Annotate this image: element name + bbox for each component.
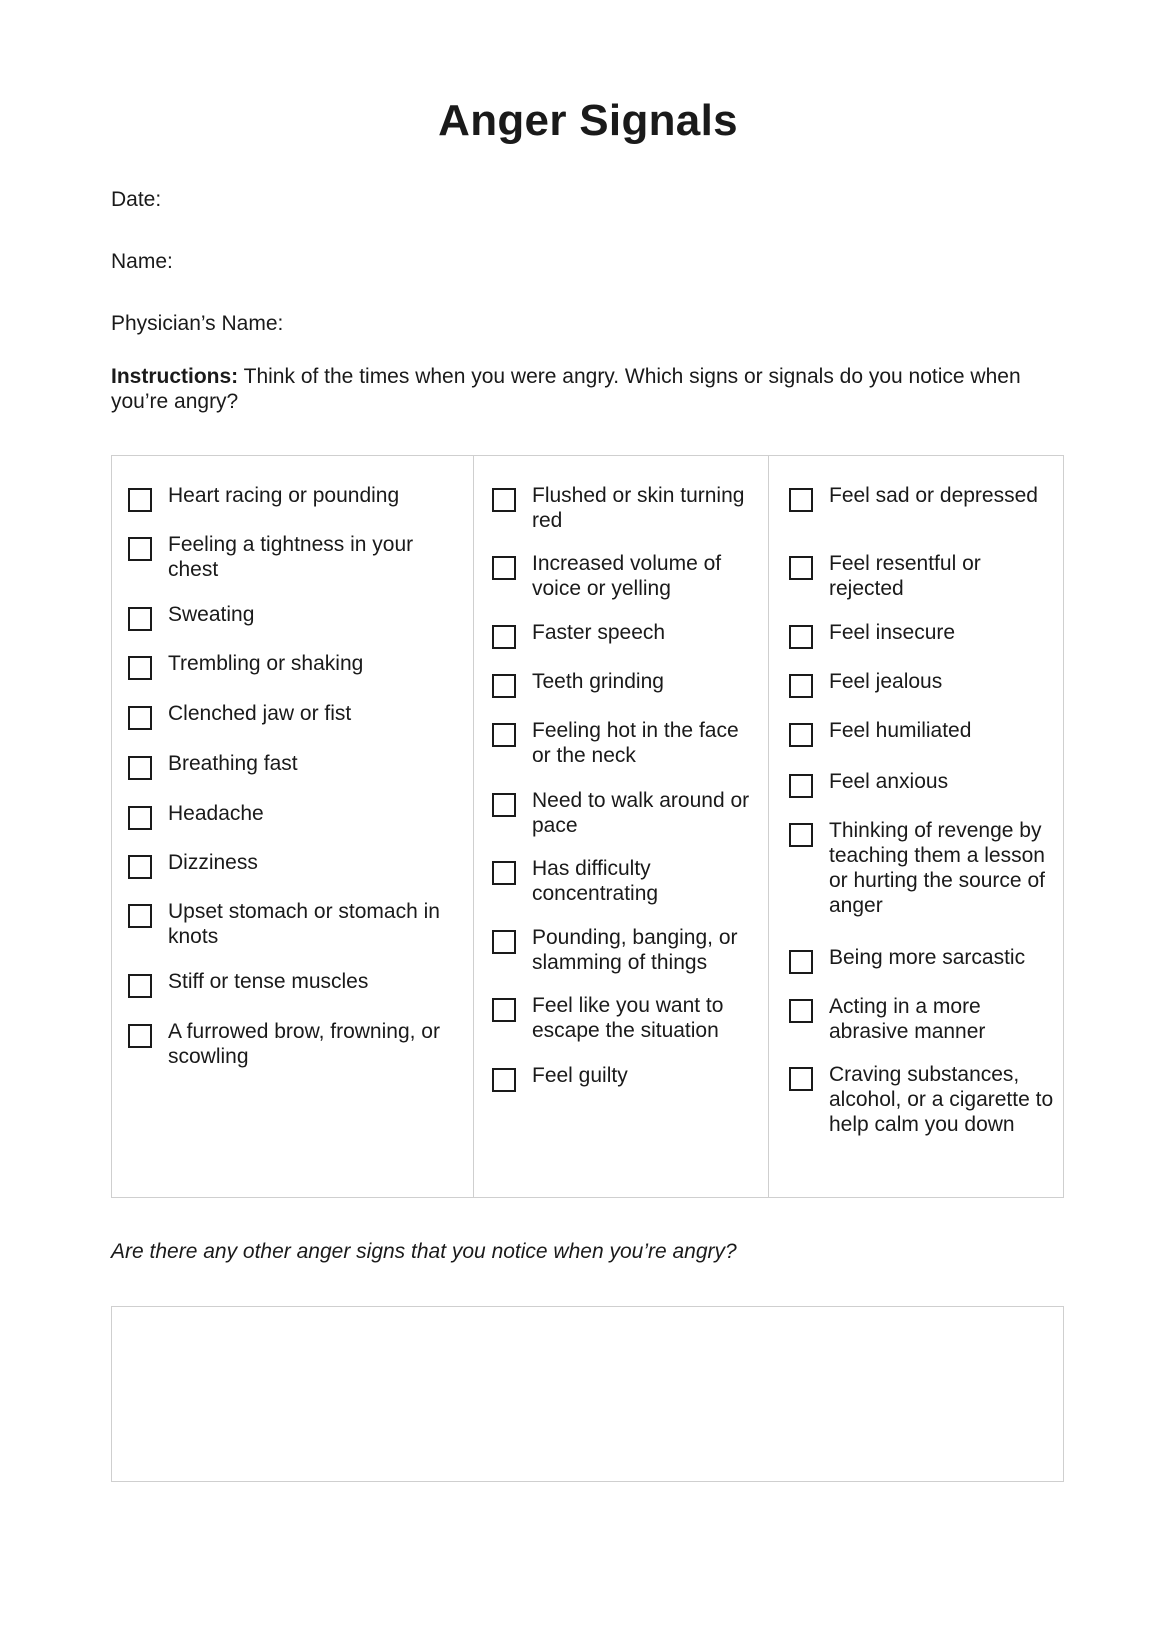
checkbox[interactable]	[789, 723, 813, 747]
checkbox[interactable]	[492, 625, 516, 649]
checkbox[interactable]	[128, 656, 152, 680]
checklist-item-label: Stiff or tense muscles	[168, 970, 369, 993]
checklist-item-label: Being more sarcastic	[829, 946, 1026, 969]
checkbox[interactable]	[128, 756, 152, 780]
checklist-item[interactable]	[789, 620, 1054, 649]
checklist-item[interactable]	[128, 602, 448, 631]
checklist-item[interactable]	[128, 483, 448, 512]
checkbox[interactable]	[492, 723, 516, 747]
instructions-label: Instructions:	[111, 365, 239, 388]
checklist-item-label: Sweating	[168, 603, 255, 626]
checkbox[interactable]	[128, 488, 152, 512]
checkbox[interactable]	[789, 999, 813, 1023]
other-signs-question: Are there any other anger signs that you notice when you’re angry?	[111, 1240, 737, 1263]
checklist-item-label: Faster speech	[532, 621, 666, 644]
checklist-item-label: Flushed or skin turning red	[532, 484, 745, 532]
checkbox[interactable]	[128, 904, 152, 928]
checklist-item-label: Feel humiliated	[829, 719, 972, 742]
checklist-item-label: Need to walk around or pace	[532, 789, 750, 837]
checklist-item[interactable]	[128, 751, 448, 780]
checklist-item-label: Feel jealous	[829, 670, 943, 693]
date-field-label[interactable]: Date:	[111, 188, 162, 211]
checkbox[interactable]	[789, 556, 813, 580]
checkbox[interactable]	[492, 556, 516, 580]
checkbox[interactable]	[789, 950, 813, 974]
checklist-item-label: Breathing fast	[168, 752, 298, 775]
checklist-item-label: Feeling a tightness in your chest	[168, 533, 414, 581]
checklist-item[interactable]	[492, 718, 762, 768]
column-divider	[768, 456, 769, 1197]
checklist-item-label: Feel insecure	[829, 621, 956, 644]
checklist-item-label: Feel like you want to escape the situation	[532, 994, 724, 1042]
checklist-item[interactable]	[492, 1063, 762, 1092]
instructions-text: Think of the times when you were angry. Which signs or signals do you notice when you’re angry?	[111, 365, 1021, 413]
checklist-item[interactable]	[128, 701, 448, 730]
checklist-item[interactable]	[128, 850, 448, 879]
checklist-item-label: Has difficulty concentrating	[532, 857, 659, 905]
checkbox[interactable]	[492, 930, 516, 954]
checklist-item-label: Trembling or shaking	[168, 652, 364, 675]
checkbox[interactable]	[492, 1068, 516, 1092]
checklist-item[interactable]	[128, 969, 448, 998]
checklist-item-label: Feeling hot in the face or the neck	[532, 719, 739, 767]
checklist-item[interactable]	[128, 1019, 448, 1069]
checklist-item[interactable]	[789, 945, 1054, 974]
checklist-item-label: Clenched jaw or fist	[168, 702, 352, 725]
other-signs-answer-box[interactable]	[111, 1306, 1064, 1482]
checklist-item-label: Thinking of revenge by teaching them a lesson or hurting the source of anger	[829, 819, 1045, 917]
checklist-item[interactable]	[789, 718, 1054, 747]
checkbox[interactable]	[128, 974, 152, 998]
checklist-item[interactable]	[492, 620, 762, 649]
checklist-item[interactable]	[492, 993, 762, 1043]
checklist-item-label: A furrowed brow, frowning, or scowling	[168, 1020, 440, 1068]
checkbox[interactable]	[492, 861, 516, 885]
checklist-table	[111, 455, 1064, 1198]
checklist-item[interactable]	[789, 669, 1054, 698]
checklist-item-label: Dizziness	[168, 851, 258, 874]
checklist-item[interactable]	[128, 899, 448, 949]
checkbox[interactable]	[128, 855, 152, 879]
checklist-item[interactable]	[128, 651, 448, 680]
checklist-item-label: Pounding, banging, or slamming of things	[532, 926, 738, 974]
page-title: Anger Signals	[438, 96, 738, 145]
checkbox[interactable]	[492, 488, 516, 512]
checklist-item-label: Headache	[168, 802, 264, 825]
checklist-item[interactable]	[789, 818, 1054, 918]
checklist-item[interactable]	[789, 483, 1054, 512]
name-field-label[interactable]: Name:	[111, 250, 173, 273]
checkbox[interactable]	[789, 625, 813, 649]
checklist-item-label: Increased volume of voice or yelling	[532, 552, 722, 600]
checklist-item[interactable]	[789, 994, 1054, 1044]
checklist-item[interactable]	[492, 669, 762, 698]
checkbox[interactable]	[789, 774, 813, 798]
checkbox[interactable]	[789, 1067, 813, 1091]
checkbox[interactable]	[492, 674, 516, 698]
checkbox[interactable]	[128, 706, 152, 730]
checklist-item-label: Feel sad or depressed	[829, 484, 1038, 507]
checklist-item[interactable]	[128, 532, 448, 582]
checkbox[interactable]	[789, 823, 813, 847]
checkbox[interactable]	[128, 537, 152, 561]
checklist-item-label: Upset stomach or stomach in knots	[168, 900, 440, 948]
checklist-item[interactable]	[492, 925, 762, 975]
checklist-item-label: Feel anxious	[829, 770, 949, 793]
physician-name-field-label[interactable]: Physician’s Name:	[111, 312, 284, 335]
checklist-item-label: Acting in a more abrasive manner	[829, 995, 986, 1043]
checkbox[interactable]	[128, 1024, 152, 1048]
checklist-item-label: Feel resentful or rejected	[829, 552, 981, 600]
instructions	[111, 364, 1071, 414]
checkbox[interactable]	[492, 998, 516, 1022]
checklist-item[interactable]	[492, 551, 762, 601]
checklist-item-label: Craving substances, alcohol, or a cigarette to help calm you down	[829, 1063, 1054, 1136]
checklist-item-label: Heart racing or pounding	[168, 484, 400, 507]
checklist-item[interactable]	[492, 788, 762, 838]
checkbox[interactable]	[492, 793, 516, 817]
checkbox[interactable]	[789, 674, 813, 698]
checkbox[interactable]	[128, 806, 152, 830]
checklist-item[interactable]	[492, 856, 762, 906]
checklist-item-label: Feel guilty	[532, 1064, 628, 1087]
checklist-item[interactable]	[789, 1062, 1054, 1137]
checklist-item[interactable]	[492, 483, 762, 533]
column-divider	[473, 456, 474, 1197]
checklist-item-label: Teeth grinding	[532, 670, 664, 693]
checklist-item[interactable]	[789, 551, 1054, 601]
checkbox[interactable]	[789, 488, 813, 512]
checklist-item[interactable]	[789, 769, 1054, 798]
checkbox[interactable]	[128, 607, 152, 631]
checklist-item[interactable]	[128, 801, 448, 830]
